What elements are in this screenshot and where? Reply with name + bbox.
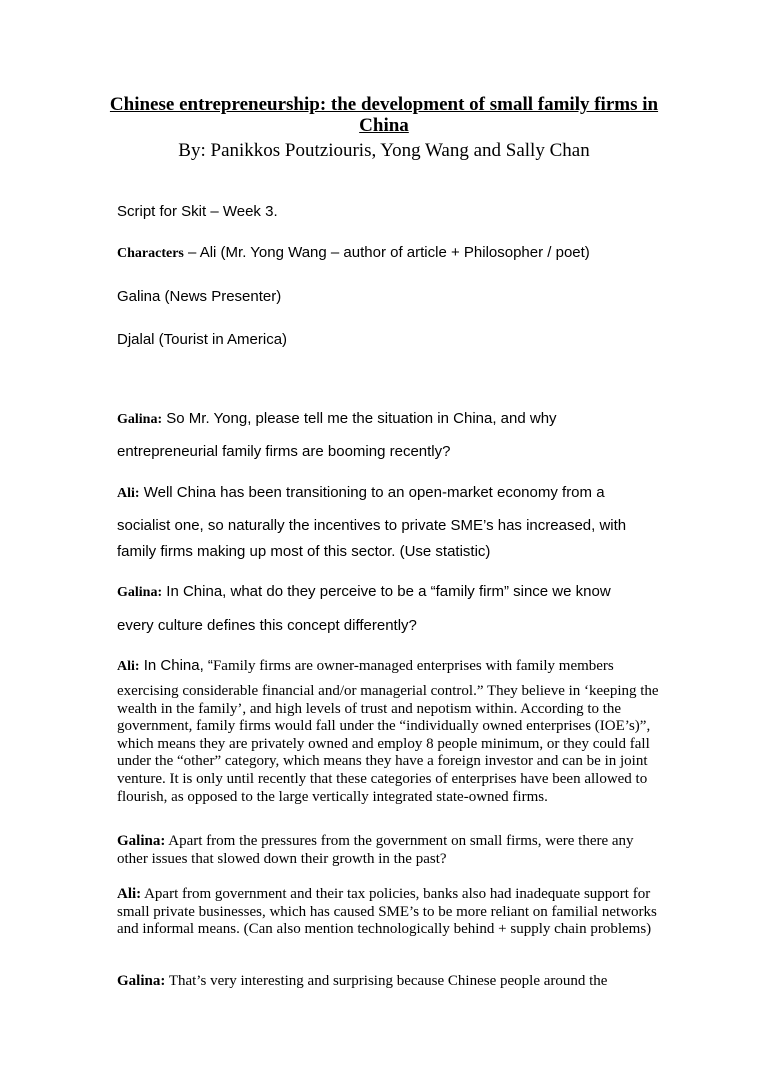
title-block	[100, 94, 668, 162]
dialogue-text: Apart from the pressures from the government on small firms, were there any other issues that slowed down their growth in the past?	[117, 833, 634, 867]
speaker-label: Galina:	[117, 833, 166, 849]
dialogue-paragraph	[117, 833, 662, 868]
dialogue-text: In China, “	[139, 657, 213, 674]
dialogue-text: Well China has been transitioning to an open-market economy from a	[139, 484, 605, 501]
dialogue-text: That’s very interesting and surprising because Chinese people around the	[165, 973, 608, 989]
dialogue-text: So Mr. Yong, please tell me the situation in China, and why	[162, 410, 557, 427]
speaker-label: Galina:	[117, 412, 163, 427]
dialogue-text: Family firms are owner-managed enterprises with family members	[212, 658, 614, 674]
dialogue-text: socialist one, so naturally the incentives to private SME’s has increased, with	[117, 517, 627, 534]
speaker-label: Ali:	[117, 486, 140, 501]
speaker-label: Galina:	[117, 973, 166, 989]
dialogue-paragraph: exercising considerable financial and/or managerial control.” They believe in ‘keeping the wealth in the family’, and high levels of trust and nepotism within. According to the government, family firms would fall under the “individually owned enterprises (IOE’s)”, which means they are privately owned and employ 8 people minimum, or they could fall under the “other” category, which means they have a foreign investor and can be in joint venture. It is only until recently that these categories of enterprises have been allowed to flourish, as opposed to the large vertically integrated state-owned firms.	[117, 683, 659, 805]
dialogue-line	[117, 410, 557, 429]
dialogue-text: entrepreneurial family firms are booming recently?	[117, 443, 451, 460]
document-title	[100, 94, 668, 136]
dialogue-line	[117, 484, 605, 503]
speaker-label: Galina:	[117, 585, 163, 600]
characters-line	[117, 244, 590, 263]
characters-text: – Ali (Mr. Yong Wang – author of article + Philosopher / poet)	[183, 244, 590, 261]
dialogue-line	[117, 972, 607, 990]
dialogue-text: every culture defines this concept differently?	[117, 617, 417, 634]
dialogue-line	[117, 583, 611, 602]
title-line-1: Chinese entrepreneurship: the development of small family firms in	[109, 94, 659, 115]
dialogue-line	[117, 657, 614, 676]
dialogue-paragraph	[117, 886, 662, 939]
script-heading: Script for Skit – Week 3.	[117, 203, 278, 220]
speaker-label: Ali:	[117, 886, 142, 902]
character-djalal: Djalal (Tourist in America)	[117, 331, 288, 348]
dialogue-text: family firms making up most of this sector. (Use statistic)	[117, 543, 491, 560]
byline: By: Panikkos Poutziouris, Yong Wang and Sally Chan	[178, 140, 590, 161]
dialogue-text: In China, what do they perceive to be a “family firm” since we know	[162, 583, 611, 600]
title-line-2: China	[359, 115, 409, 136]
character-galina: Galina (News Presenter)	[117, 288, 282, 305]
dialogue-text: Apart from government and their tax policies, banks also had inadequate support for small private businesses, which has caused SME’s to be more reliant on familial networks and informal means. (Can also mention technologically behind + supply chain problems)	[117, 886, 657, 938]
speaker-label: Ali:	[117, 659, 140, 674]
characters-label: Characters	[117, 246, 184, 261]
